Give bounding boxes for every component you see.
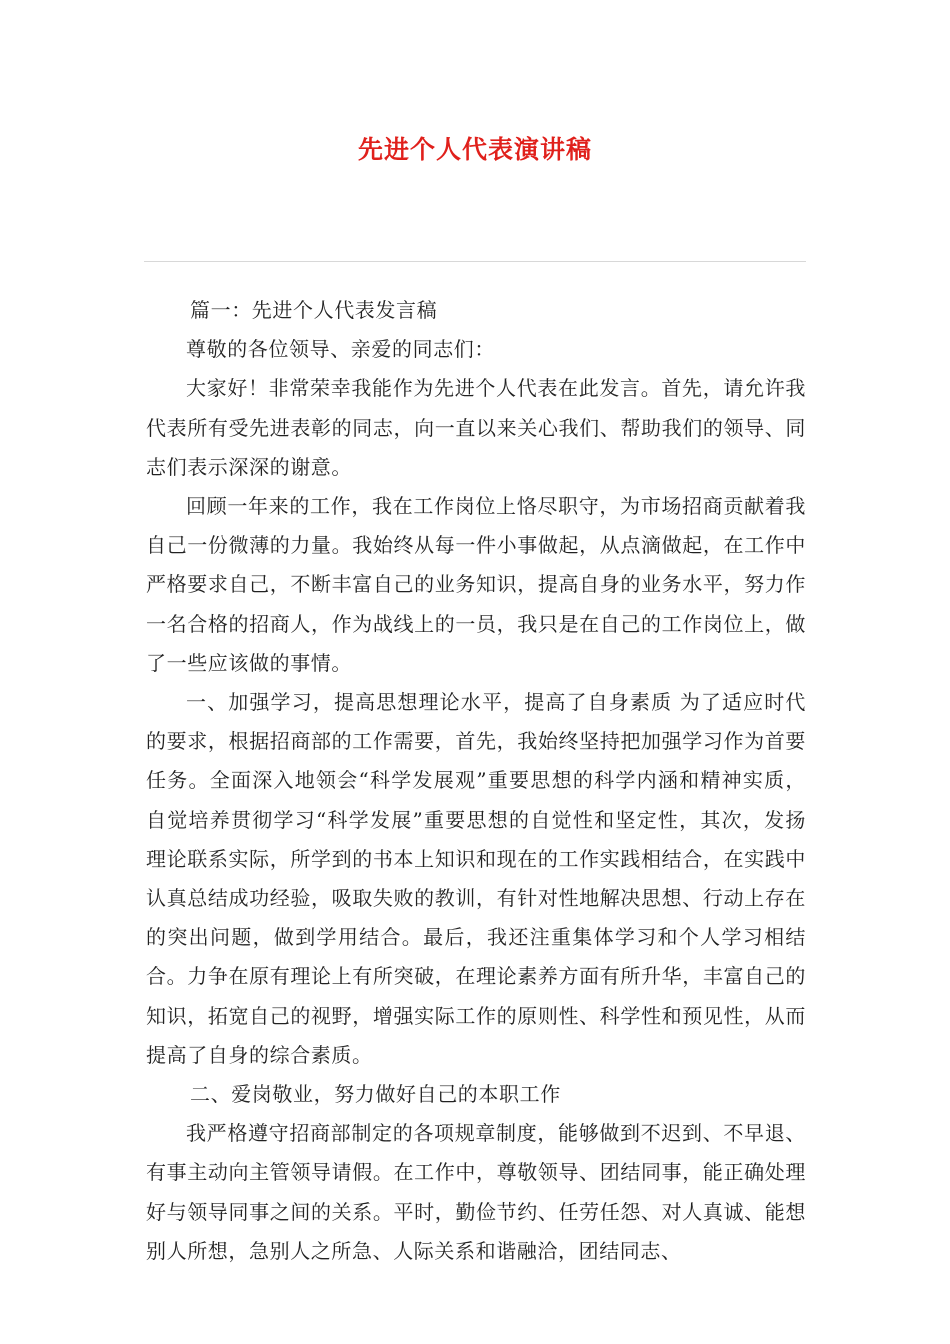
salutation: 尊敬的各位领导、亲爱的同志们： — [186, 337, 495, 362]
section-heading-dedication: 二、爱岗敬业，努力做好自己的本职工作 — [190, 1082, 561, 1107]
article-heading: 篇一：先进个人代表发言稿 — [190, 298, 438, 322]
document-title: 先进个人代表演讲稿 — [357, 135, 592, 164]
title-divider — [144, 261, 806, 262]
body-paragraph-rules: 我严格遵守招商部制定的各项规章制度，能够做到不迟到、不早退、有事主动向主管领导请假。在工作中，尊敬领导、团结同事，能正确处理好与领导同事之间的关系。平时，勤俭节约、任劳任怨、对人真诚、能想别人所想，急别人之所急、人际关系和谐融洽，团结同志、 — [146, 1121, 806, 1263]
body-paragraph-study: 一、加强学习，提高思想理论水平，提高了自身素质 为了适应时代的要求，根据招商部的工作需要，首先，我始终坚持把加强学习作为首要任务。全面深入地领会“科学发展观”重要思想的科学内涵和精神实质，自觉培养贯彻学习“科学发展”重要思想的自觉性和坚定性，其次，发扬理论联系实际，所学到的书本上知识和现在的工作实践相结合，在实践中认真总结成功经验，吸取失败的教训，有针对性地解决思想、行动上存在的突出问题，做到学用结合。最后，我还注重集体学习和个人学习相结合。力争在原有理论上有所突破，在理论素养方面有所升华，丰富自己的知识，拓宽自己的视野，增强实际工作的原则性、科学性和预见性，从而提高了自身的综合素质。 — [146, 690, 806, 1067]
body-paragraph-review: 回顾一年来的工作，我在工作岗位上恪尽职守，为市场招商贡献着我自己一份微薄的力量。我始终从每一件小事做起，从点滴做起，在工作中严格要求自己，不断丰富自己的业务知识，提高自身的业务水平，努力作一名合格的招商人，作为战线上的一员，我只是在自己的工作岗位上，做了一些应该做的事情。 — [146, 494, 806, 675]
body-paragraph-greeting: 大家好！非常荣幸我能作为先进个人代表在此发言。首先，请允许我代表所有受先进表彰的同志，向一直以来关心我们、帮助我们的领导、同志们表示深深的谢意。 — [146, 376, 806, 479]
document-body — [146, 291, 806, 1271]
